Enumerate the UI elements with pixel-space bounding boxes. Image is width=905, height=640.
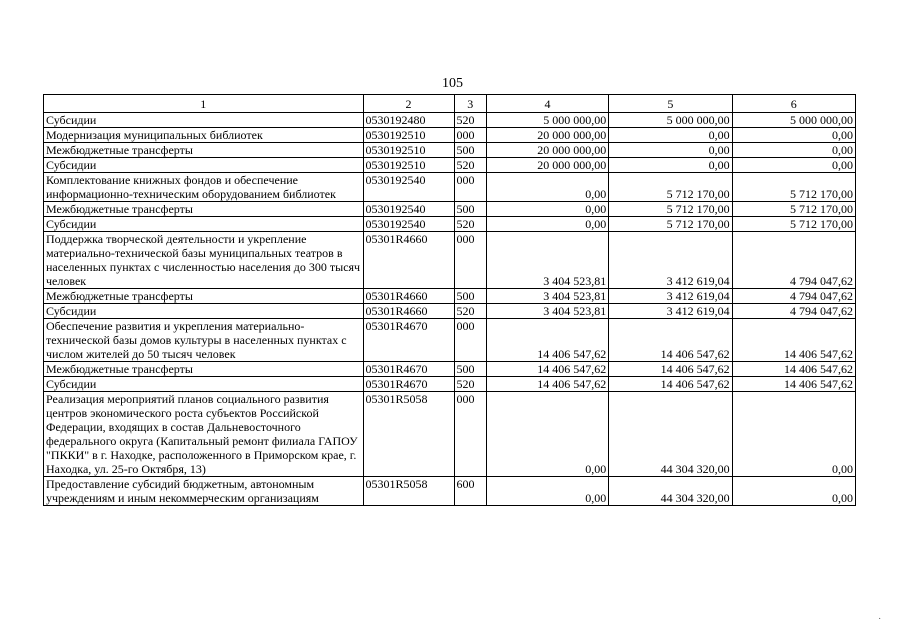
row-type-cell: 520 xyxy=(454,158,486,173)
table-row xyxy=(44,158,856,173)
row-value-col4-cell: 20 000 000,00 xyxy=(486,143,608,158)
row-name-cell: Поддержка творческой деятельности и укрепление материально-технической базы муниципальных театров в населенных пунктах с численностью населения до 300 тысяч человек xyxy=(44,232,364,289)
table-row xyxy=(44,173,856,202)
page-number: 105 xyxy=(442,76,463,91)
row-code-cell: 05301R4660 xyxy=(363,304,454,319)
row-value-col5-cell: 5 712 170,00 xyxy=(609,217,732,232)
table-row xyxy=(44,113,856,128)
row-type-cell: 000 xyxy=(454,319,486,362)
row-value-col5-cell: 44 304 320,00 xyxy=(609,392,732,477)
row-value-col6-cell: 0,00 xyxy=(732,158,855,173)
row-value-col6-cell: 14 406 547,62 xyxy=(732,362,855,377)
row-name-cell: Субсидии xyxy=(44,304,364,319)
row-value-col5-cell: 5 712 170,00 xyxy=(609,202,732,217)
row-type-cell: 600 xyxy=(454,477,486,506)
row-value-col5-cell: 5 000 000,00 xyxy=(609,113,732,128)
row-name-cell: Субсидии xyxy=(44,158,364,173)
column-header-5: 5 xyxy=(609,95,732,113)
row-value-col6-cell: 5 000 000,00 xyxy=(732,113,855,128)
row-value-col4-cell: 3 404 523,81 xyxy=(486,289,608,304)
row-name-cell: Субсидии xyxy=(44,217,364,232)
row-name-cell: Межбюджетные трансферты xyxy=(44,202,364,217)
row-type-cell: 500 xyxy=(454,289,486,304)
row-name-cell: Субсидии xyxy=(44,377,364,392)
table-row xyxy=(44,232,856,289)
row-value-col6-cell: 0,00 xyxy=(732,477,855,506)
row-code-cell: 0530192540 xyxy=(363,217,454,232)
row-value-col5-cell: 0,00 xyxy=(609,143,732,158)
row-value-col6-cell: 5 712 170,00 xyxy=(732,217,855,232)
row-type-cell: 000 xyxy=(454,128,486,143)
table-row xyxy=(44,289,856,304)
row-name-cell: Субсидии xyxy=(44,113,364,128)
row-name-cell: Предоставление субсидий бюджетным, автономным учреждениям и иным некоммерческим организациям xyxy=(44,477,364,506)
row-value-col5-cell: 3 412 619,04 xyxy=(609,289,732,304)
row-code-cell: 0530192540 xyxy=(363,173,454,202)
row-code-cell: 0530192510 xyxy=(363,128,454,143)
row-value-col6-cell: 14 406 547,62 xyxy=(732,319,855,362)
row-value-col5-cell: 0,00 xyxy=(609,158,732,173)
column-header-4: 4 xyxy=(486,95,608,113)
row-value-col5-cell: 14 406 547,62 xyxy=(609,377,732,392)
row-value-col5-cell: 44 304 320,00 xyxy=(609,477,732,506)
row-name-cell: Комплектование книжных фондов и обеспечение информационно-техническим оборудованием библиотек xyxy=(44,173,364,202)
row-value-col5-cell: 14 406 547,62 xyxy=(609,319,732,362)
scan-mark: ˙ xyxy=(878,617,882,628)
row-value-col6-cell: 0,00 xyxy=(732,143,855,158)
row-value-col4-cell: 0,00 xyxy=(486,477,608,506)
row-code-cell: 05301R5058 xyxy=(363,477,454,506)
table-row xyxy=(44,202,856,217)
table-row xyxy=(44,362,856,377)
row-code-cell: 0530192480 xyxy=(363,113,454,128)
table-row xyxy=(44,477,856,506)
row-type-cell: 520 xyxy=(454,377,486,392)
row-value-col5-cell: 14 406 547,62 xyxy=(609,362,732,377)
row-value-col6-cell: 14 406 547,62 xyxy=(732,377,855,392)
table-row xyxy=(44,128,856,143)
column-header-6: 6 xyxy=(732,95,855,113)
row-code-cell: 0530192510 xyxy=(363,143,454,158)
table-row xyxy=(44,143,856,158)
row-value-col4-cell: 14 406 547,62 xyxy=(486,319,608,362)
row-name-cell: Реализация мероприятий планов социального развития центров экономического роста субъектов Российской Федерации, входящих в состав Дальневосточного федерального округа (Капитальный ремонт филиала ГАПОУ "ПККИ" в г. Находке, расположенного в Приморском крае, г. Находка, ул. 25-го Октября, 13) xyxy=(44,392,364,477)
row-code-cell: 05301R4660 xyxy=(363,289,454,304)
row-value-col4-cell: 20 000 000,00 xyxy=(486,128,608,143)
column-header-1: 1 xyxy=(44,95,364,113)
table-row xyxy=(44,377,856,392)
row-value-col4-cell: 0,00 xyxy=(486,217,608,232)
table-row xyxy=(44,392,856,477)
row-type-cell: 000 xyxy=(454,232,486,289)
row-code-cell: 0530192510 xyxy=(363,158,454,173)
row-type-cell: 520 xyxy=(454,304,486,319)
row-value-col4-cell: 14 406 547,62 xyxy=(486,377,608,392)
row-value-col4-cell: 0,00 xyxy=(486,392,608,477)
row-type-cell: 500 xyxy=(454,202,486,217)
budget-table xyxy=(43,94,856,506)
row-value-col4-cell: 3 404 523,81 xyxy=(486,304,608,319)
row-type-cell: 520 xyxy=(454,217,486,232)
row-code-cell: 05301R4670 xyxy=(363,362,454,377)
row-code-cell: 05301R5058 xyxy=(363,392,454,477)
table-header-row xyxy=(44,95,856,113)
row-value-col5-cell: 5 712 170,00 xyxy=(609,173,732,202)
row-name-cell: Обеспечение развития и укрепления материально-технической базы домов культуры в населенных пунктах с числом жителей до 50 тысяч человек xyxy=(44,319,364,362)
row-value-col5-cell: 3 412 619,04 xyxy=(609,232,732,289)
row-value-col4-cell: 0,00 xyxy=(486,173,608,202)
row-value-col6-cell: 4 794 047,62 xyxy=(732,304,855,319)
row-value-col4-cell: 14 406 547,62 xyxy=(486,362,608,377)
row-type-cell: 500 xyxy=(454,143,486,158)
row-value-col6-cell: 5 712 170,00 xyxy=(732,202,855,217)
row-value-col6-cell: 4 794 047,62 xyxy=(732,232,855,289)
row-name-cell: Межбюджетные трансферты xyxy=(44,289,364,304)
row-code-cell: 05301R4670 xyxy=(363,377,454,392)
table-row xyxy=(44,217,856,232)
table-row xyxy=(44,319,856,362)
row-value-col4-cell: 5 000 000,00 xyxy=(486,113,608,128)
column-header-3: 3 xyxy=(454,95,486,113)
row-type-cell: 520 xyxy=(454,113,486,128)
row-value-col4-cell: 0,00 xyxy=(486,202,608,217)
row-value-col6-cell: 0,00 xyxy=(732,392,855,477)
column-header-2: 2 xyxy=(363,95,454,113)
row-type-cell: 000 xyxy=(454,392,486,477)
row-code-cell: 05301R4660 xyxy=(363,232,454,289)
row-value-col6-cell: 4 794 047,62 xyxy=(732,289,855,304)
row-name-cell: Межбюджетные трансферты xyxy=(44,143,364,158)
row-value-col6-cell: 0,00 xyxy=(732,128,855,143)
row-value-col4-cell: 20 000 000,00 xyxy=(486,158,608,173)
row-name-cell: Модернизация муниципальных библиотек xyxy=(44,128,364,143)
row-value-col6-cell: 5 712 170,00 xyxy=(732,173,855,202)
table-row xyxy=(44,304,856,319)
row-value-col5-cell: 0,00 xyxy=(609,128,732,143)
row-type-cell: 000 xyxy=(454,173,486,202)
row-type-cell: 500 xyxy=(454,362,486,377)
row-value-col5-cell: 3 412 619,04 xyxy=(609,304,732,319)
row-code-cell: 0530192540 xyxy=(363,202,454,217)
row-code-cell: 05301R4670 xyxy=(363,319,454,362)
row-value-col4-cell: 3 404 523,81 xyxy=(486,232,608,289)
row-name-cell: Межбюджетные трансферты xyxy=(44,362,364,377)
